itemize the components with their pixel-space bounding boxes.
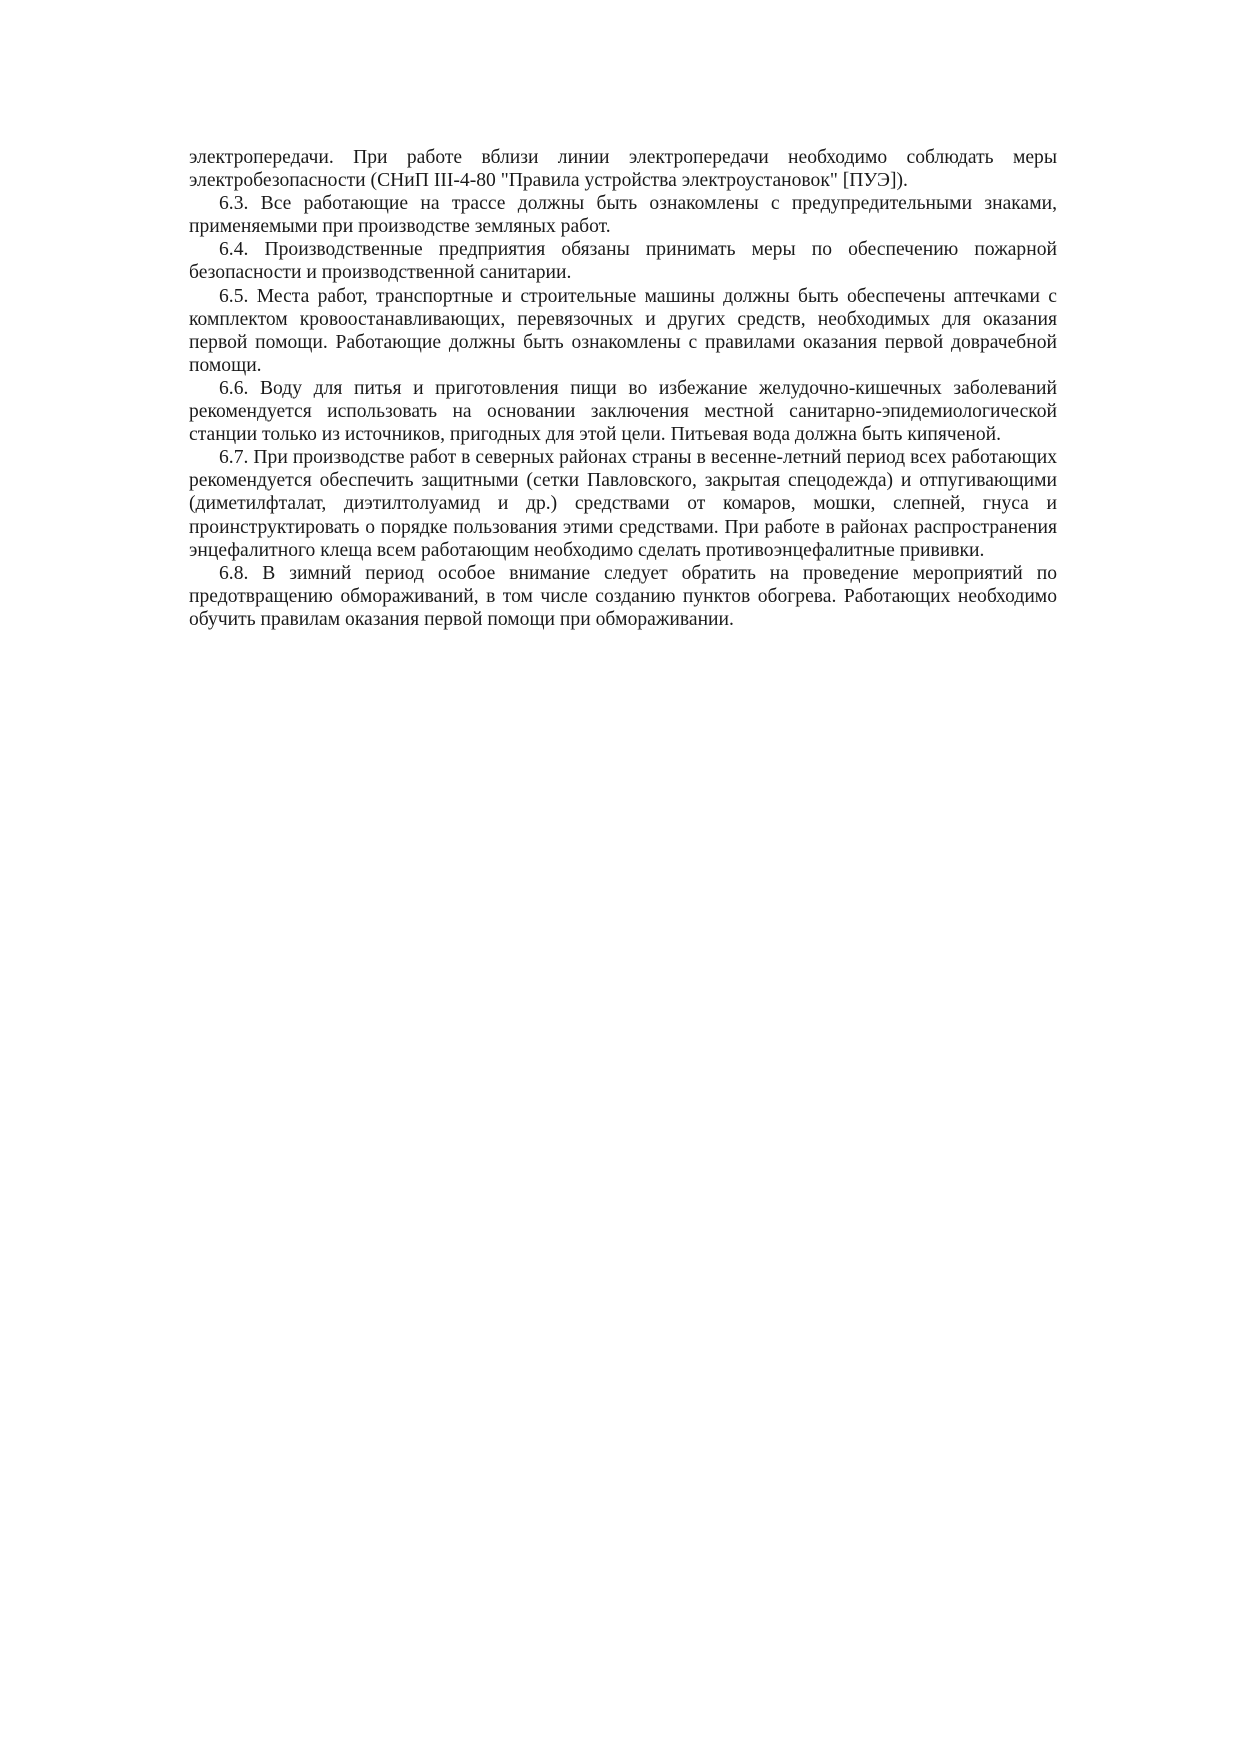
body-text — [189, 146, 1057, 631]
paragraph-continuation: электропередачи. При работе вблизи линии электропередачи необходимо соблюдать меры электробезопасности (СНиП III-4-80 "Правила устройства электроустановок" [ПУЭ]). — [189, 147, 1057, 192]
paragraph-6-8: 6.8. В зимний период особое внимание следует обратить на проведение мероприятий по предотвращению обмораживаний, в том числе созданию пунктов обогрева. Работающих необходимо обучить правилам оказания первой помощи при обмораживании. — [189, 562, 1057, 630]
paragraph-6-6: 6.6. Воду для питья и приготовления пищи во избежание желудочно-кишечных заболеваний рекомендуется использовать на основании заключения местной санитарно-эпидемиологической станции только из источников, пригодных для этой цели. Питьевая вода должна быть кипяченой. — [189, 377, 1057, 446]
paragraph-6-4: 6.4. Производственные предприятия обязаны принимать меры по обеспечению пожарной безопасности и производственной санитарии. — [189, 239, 1057, 284]
paragraph-6-3: 6.3. Все работающие на трассе должны быть ознакомлены с предупредительными знаками, применяемыми при производстве земляных работ. — [189, 193, 1057, 238]
paragraph-6-5: 6.5. Места работ, транспортные и строительные машины должны быть обеспечены аптечками с комплектом кровоостанавливающих, перевязочных и других средств, необходимых для оказания первой помощи. Работающие должны быть ознакомлены с правилами оказания первой доврачебной помощи. — [189, 285, 1057, 376]
paragraph-6-7: 6.7. При производстве работ в северных районах страны в весенне-летний период всех работающих рекомендуется обеспечить защитными (сетки Павловского, закрытая спецодежда) и отпугивающими (диметилфталат, диэтилтолуамид и др.) средствами от комаров, мошки, слепней, гнуса и проинструктировать о порядке пользования этими средствами. При работе в районах распространения энцефалитного клеща всем работающим необходимо сделать противоэнцефалитные прививки. — [189, 447, 1057, 561]
